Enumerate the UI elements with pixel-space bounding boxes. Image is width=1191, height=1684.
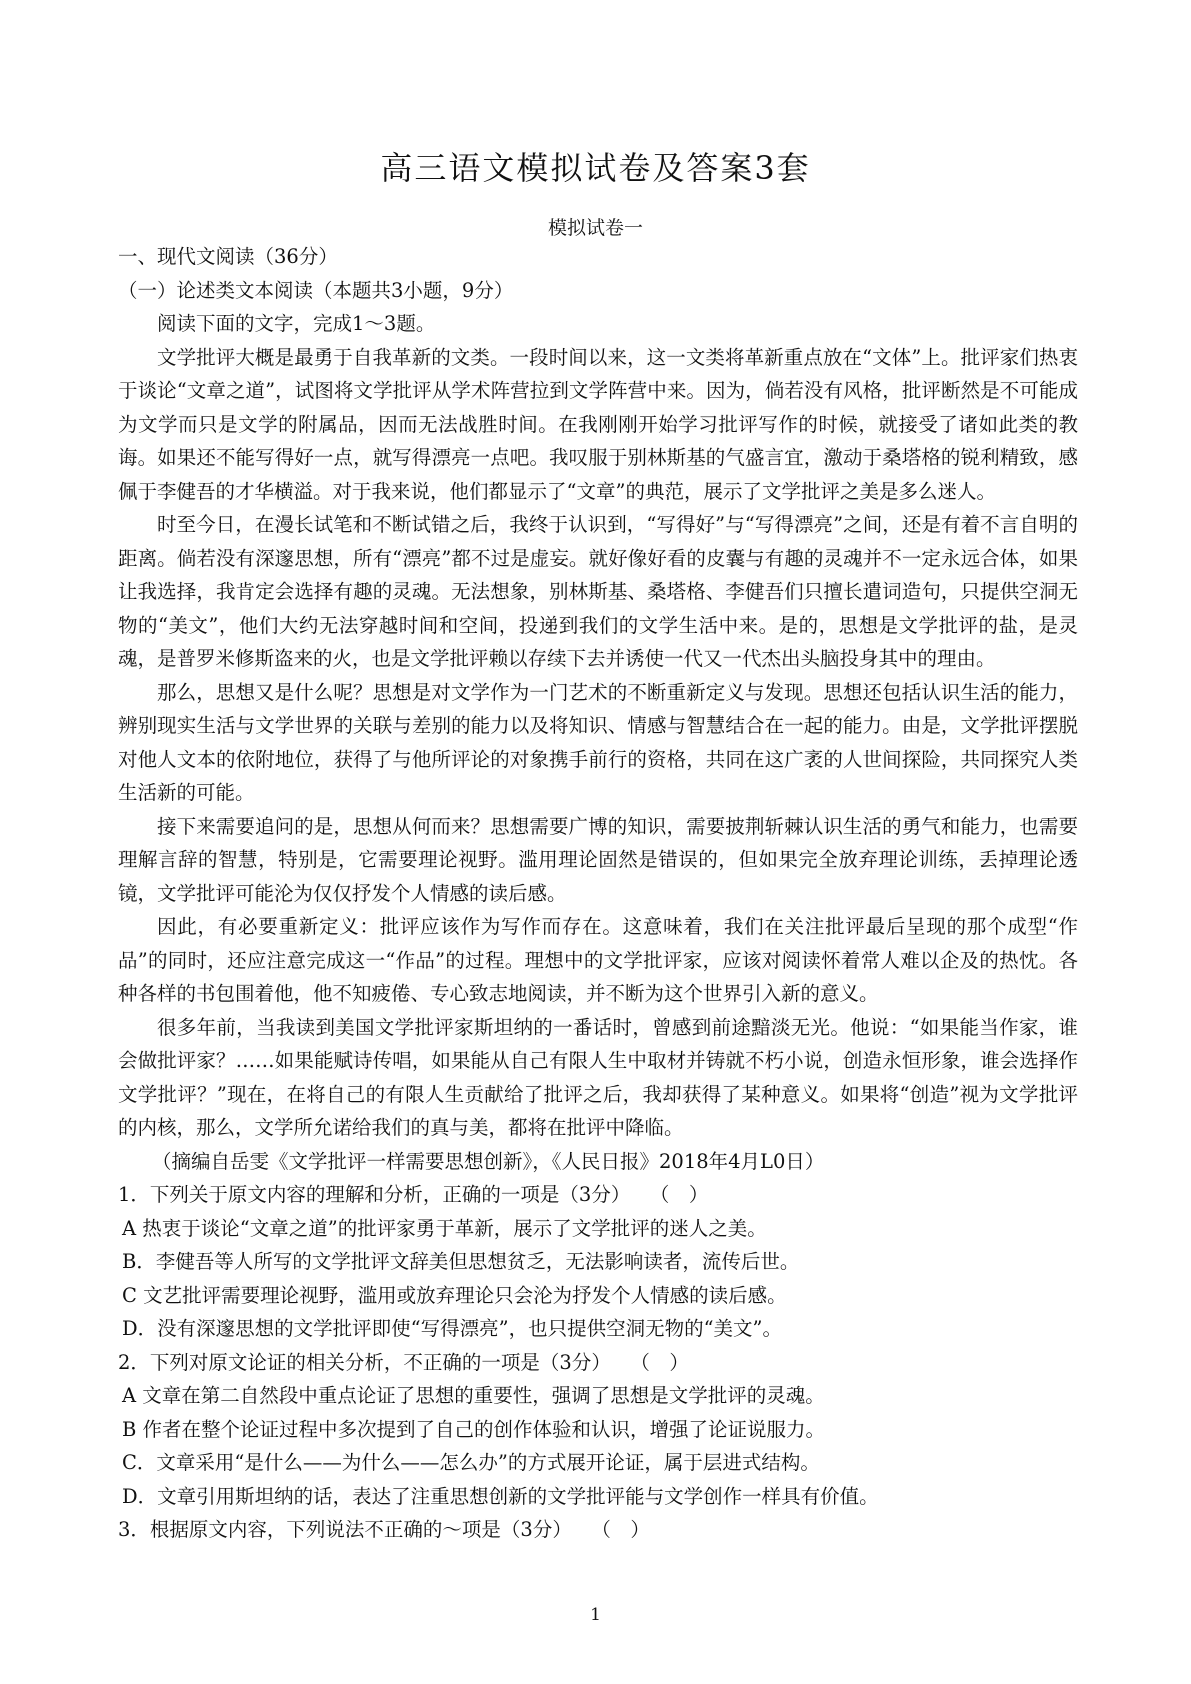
question-1-option-a: A 热衷于谈论“文章之道”的批评家勇于革新，展示了文学批评的迷人之美。 xyxy=(122,1216,767,1240)
question-2-option-d: D．文章引用斯坦纳的话，表达了注重思想创新的文学批评能与文学创作一样具有价值。 xyxy=(122,1484,879,1508)
document-body xyxy=(118,240,1078,1547)
question-2-option-c: C．文章采用“是什么——为什么——怎么办”的方式展开论证，属于层进式结构。 xyxy=(122,1451,820,1474)
question-2-option-b: B 作者在整个论证过程中多次提到了自己的创作体验和认识，增强了论证说服力。 xyxy=(122,1417,826,1441)
question-3-stem: 3．根据原文内容，下列说法不正确的～项是（3分） （ ） xyxy=(118,1518,650,1541)
question-1-option-d: D．没有深邃思想的文学批评即使“写得漂亮”，也只提供空洞无物的“美文”。 xyxy=(122,1317,783,1340)
instruction-text: 阅读下面的文字，完成1～3题。 xyxy=(157,312,436,335)
document-title: 高三语文模拟试卷及答案3套 xyxy=(380,149,811,187)
passage-paragraph-6: 很多年前，当我读到美国文学批评家斯坦纳的一番话时，曾感到前途黯淡无光。他说：“如果能当作家，谁会做批评家？……如果能赋诗传唱，如果能从自己有限人生中取材并铸就不朽小说，创造永恒形象，谁会选择作文学批评？”现在，在将自己的有限人生贡献给了批评之后，我却获得了某种意义。如果将“创造”视为文学批评的内核，那么，文学所允诺给我们的真与美，都将在批评中降临。 xyxy=(118,1015,1078,1139)
passage-paragraph-3: 那么，思想又是什么呢？思想是对文学作为一门艺术的不断重新定义与发现。思想还包括认识生活的能力，辨别现实生活与文学世界的关联与差别的能力以及将知识、情感与智慧结合在一起的能力。由是，文学批评摆脱对他人文本的依附地位，获得了与他所评论的对象携手前行的资格，共同在这广袤的人世间探险，共同探究人类生活新的可能。 xyxy=(118,680,1078,804)
question-2-stem: 2．下列对原文论证的相关分析，不正确的一项是（3分） （ ） xyxy=(118,1350,689,1374)
section-heading: 一、现代文阅读（36分） xyxy=(118,245,338,268)
document-subtitle: 模拟试卷一 xyxy=(547,217,643,239)
question-2-option-a: A 文章在第二自然段中重点论证了思想的重要性，强调了思想是文学批评的灵魂。 xyxy=(122,1384,825,1407)
page-number: 1 xyxy=(590,1605,601,1625)
passage-paragraph-4: 接下来需要追问的是，思想从何而来？思想需要广博的知识，需要披荆斩棘认识生活的勇气和能力，也需要理解言辞的智慧，特别是，它需要理论视野。滥用理论固然是错误的，但如果完全放弃理论训练，丢掉理论透镜，文学批评可能沦为仅仅抒发个人情感的读后感。 xyxy=(118,814,1078,905)
passage-paragraph-1: 文学批评大概是最勇于自我革新的文类。一段时间以来，这一文类将革新重点放在“文体”上。批评家们热衷于谈论“文章之道”，试图将文学批评从学术阵营拉到文学阵营中来。因为，倘若没有风格，批评断然是不可能成为文学而只是文学的附属品，因而无法战胜时间。在我刚刚开始学习批评写作的时候，就接受了诸如此类的教诲。如果还不能写得好一点，就写得漂亮一点吧。我叹服于别林斯基的气盛言宜，激动于桑塔格的锐利精致，感佩于李健吾的才华横溢。对于我来说，他们都显示了“文章”的典范，展示了文学批评之美是多么迷人。 xyxy=(118,345,1078,503)
passage-paragraph-2: 时至今日，在漫长试笔和不断试错之后，我终于认识到，“写得好”与“写得漂亮”之间，还是有着不言自明的距离。倘若没有深邃思想，所有“漂亮”都不过是虚妄。就好像好看的皮囊与有趣的灵魂并不一定永远合体，如果让我选择，我肯定会选择有趣的灵魂。无法想象，别林斯基、桑塔格、李健吾们只擅长遣词造句，只提供空洞无物的“美文”，他们大约无法穿越时间和空间，投递到我们的文学生活中来。是的，思想是文学批评的盐，是灵魂，是普罗米修斯盗来的火，也是文学批评赖以存续下去并诱使一代又一代杰出头脑投身其中的理由。 xyxy=(118,513,1078,670)
subsection-heading: （一）论述类文本阅读（本题共3小题，9分） xyxy=(118,278,514,302)
question-1-option-b: B．李健吾等人所写的文学批评文辞美但思想贫乏，无法影响读者，流传后世。 xyxy=(122,1250,800,1273)
source-citation: （摘编自岳雯《文学批评一样需要思想创新》，《人民日报》2018年4月L0日） xyxy=(152,1149,825,1173)
passage-paragraph-5: 因此，有必要重新定义：批评应该作为写作而存在。这意味着，我们在关注批评最后呈现的那个成型“作品”的同时，还应注意完成这一“作品”的过程。理想中的文学批评家，应该对阅读怀着常人难以企及的热忱。各种各样的书包围着他，他不知疲倦、专心致志地阅读，并不断为这个世界引入新的意义。 xyxy=(118,915,1078,1005)
question-1-stem: 1．下列关于原文内容的理解和分析，正确的一项是（3分） （ ） xyxy=(118,1183,709,1206)
question-1-option-c: C 文艺批评需要理论视野，滥用或放弃理论只会沦为抒发个人情感的读后感。 xyxy=(122,1283,787,1307)
